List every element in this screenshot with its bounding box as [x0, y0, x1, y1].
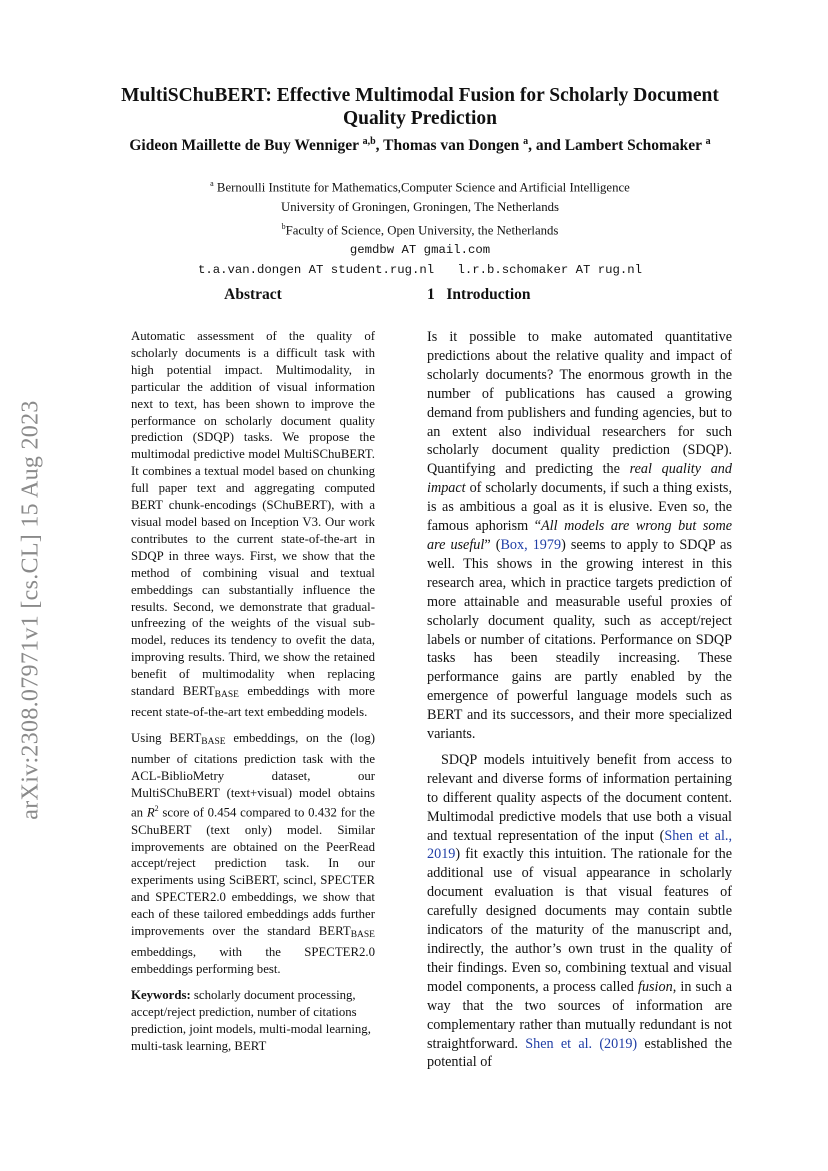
affiliation-text: Faculty of Science, Open University, the Netherlands	[285, 223, 559, 238]
intro-text: SDQP models intuitively benefit from access to relevant and diverse forms of information pertaining to different quality aspects of the document content. Multimodal predictive models that use both a visual and textual representation of the input (	[427, 751, 732, 844]
r-squared-exponent: 2	[154, 804, 159, 814]
email-1: gemdbw AT gmail.com	[349, 243, 491, 258]
base-subscript: BASE	[201, 736, 226, 747]
arxiv-stamp-text: arXiv:2308.07971v1 [cs.CL] 15 Aug 2023	[17, 400, 44, 820]
affiliation-mark: a	[210, 179, 214, 188]
affiliation-a	[120, 174, 720, 198]
abstract-text: score of 0.454 compared to 0.432 for the SChuBERT (text only) model. Similar improvements are obtained on the PeerRead accept/reject prediction task. In our experiments using SciBERT, scincl, SPECTER and SPECTER2.0 embeddings, we show that each of these tailored embeddings adds further improvements over the standard	[131, 805, 375, 939]
abstract-heading: Abstract	[224, 286, 282, 303]
base-subscript: BASE	[350, 930, 375, 941]
affiliation-b	[120, 217, 720, 241]
fusion-term: fusion	[638, 978, 673, 995]
keywords-text: scholarly document processing, accept/reject prediction, number of citations prediction, joint models, multi-modal learning, multi-task learning, BERT	[131, 987, 371, 1053]
abstract-column	[131, 286, 375, 1054]
author-list: Gideon Maillette de Buy Wenniger $^{a,b}$, Thomas van Dongen $^a$, and Lambert Schomaker $^a$	[129, 136, 711, 155]
intro-text: of scholarly documents, if such a thing exists, is as ambitious a goal as it is elusive. Even so, the famous aphorism “	[427, 480, 732, 535]
title-line-2: Quality Prediction	[342, 108, 497, 129]
intro-text: ” (	[484, 536, 501, 553]
affiliations	[120, 174, 720, 280]
title-line-1: MultiSChuBERT: Effective Multimodal Fusion for Scholarly Document	[121, 85, 719, 106]
author-affil-mark: a	[705, 136, 711, 147]
keywords	[131, 987, 375, 1055]
abstract-text: Automatic assessment of the quality of scholarly documents is a difficult task with high potential impact. Multimodality, in particular the addition of visual information next to text, has been shown to improve the performance on scholarly document quality prediction (SDQP) tasks. We propose the multimodal predictive model MultiSChuBERT. It combines a textual model based on chunking full paper text and aggregating computed BERT chunk-encodings (SChuBERT), with a visual model based on Inception V3. Our work contributes to the current state-of-the-art in SDQP in three ways. First, we show that the method of combining visual and textual embeddings can substantially influence the results. Second, we demonstrate that gradual-unfreezing of the weights of the visual sub-model, reduces its tendency to ovefit the data, improving results. Third, we show the retained benefit of multimodality when replacing standard	[131, 329, 375, 699]
bert-term: BERT	[182, 684, 215, 699]
citation-link[interactable]: Box, 1979	[500, 536, 562, 553]
intro-paragraph-1	[427, 328, 732, 744]
intro-paragraph-2	[427, 751, 732, 1072]
affiliation-text: Bernoulli Institute for Mathematics,Computer Science and Artificial Intelligence	[216, 180, 630, 195]
intro-text: Is it possible to make automated quantitative predictions about the relative quality and impact of scholarly documents? The enormous growth in the number of publications has caused a growing demand from publishers and funding agencies, but to an extent also individual researchers for such scholarly document quality prediction (SDQP). Quantifying and predicting the	[427, 329, 732, 478]
r-squared-symbol: R	[146, 805, 155, 820]
intro-text: , in such a way that the two sources of information are complementary rather than mutually redundant is not straightforward.	[427, 978, 732, 1052]
intro-text: established the potential of	[427, 1035, 733, 1071]
author-name: and Lambert Schomaker	[535, 137, 702, 155]
email-row	[120, 261, 720, 281]
introduction-column	[427, 286, 732, 1072]
author-affil-mark: a,b	[362, 136, 376, 147]
affiliation-mark: b	[281, 222, 286, 232]
abstract-text: Using	[131, 730, 170, 745]
affiliation-a-line2: University of Groningen, Groningen, The Netherlands	[280, 199, 560, 214]
abstract-text: embeddings, on the (log) number of citations prediction task with the ACL-BiblioMetry dataset, our MultiSChuBERT (text+visual) model obtains an	[131, 730, 375, 820]
email-2: t.a.van.dongen AT student.rug.nl	[197, 262, 435, 277]
aphorism: All models are wrong but some are useful	[427, 518, 732, 553]
paper-title	[90, 84, 750, 130]
abstract-text: embeddings with more recent state-of-the-art text embedding models.	[131, 684, 375, 719]
abstract-paragraph-1	[131, 328, 375, 721]
keywords-label: Keywords:	[131, 987, 191, 1002]
citation-link[interactable]: Shen et al. (2019)	[525, 1035, 638, 1052]
base-subscript: BASE	[214, 690, 239, 701]
arxiv-side-stamp	[14, 360, 48, 860]
email-3: l.r.b.schomaker AT rug.nl	[457, 262, 642, 277]
citation-link[interactable]: Shen et al., 2019	[427, 827, 732, 863]
abstract-text: embeddings, with the SPECTER2.0 embeddings performing best.	[131, 944, 375, 976]
abstract-paragraph-2	[131, 730, 375, 978]
bert-term: BERT	[169, 730, 202, 745]
intro-emphasis: real quality and impact	[427, 461, 732, 497]
author-affil-mark: a	[523, 136, 529, 147]
author-name: Gideon Maillette de Buy Wenniger	[129, 137, 359, 155]
bert-term: BERT	[318, 924, 351, 939]
introduction-heading: 1 Introduction	[427, 286, 531, 303]
intro-text: ) fit exactly this intuition. The rationale for the additional use of visual appearance in scholarly document evaluation is that visual features of carefully designed documents may contain subtle indicators of the maturity of the manuscript and, indirectly, the author’s own trust in the quality of their findings. Even so, combining textual and visual model components, a process called	[427, 846, 732, 995]
author-name: Thomas van Dongen	[383, 137, 520, 155]
intro-text: ) seems to apply to SDQP as well. This shows in the growing interest in this research area, which in practice targets prediction of more attainable and measurable useful proxies of scholarly document quality, such as accept/reject labels or number of citations. Performance on SDQP tasks has been steadily increasing. These performance gains are partly enabled by the emergence of powerful language models such as BERT and its successors, and their more specialized variants.	[427, 536, 732, 743]
